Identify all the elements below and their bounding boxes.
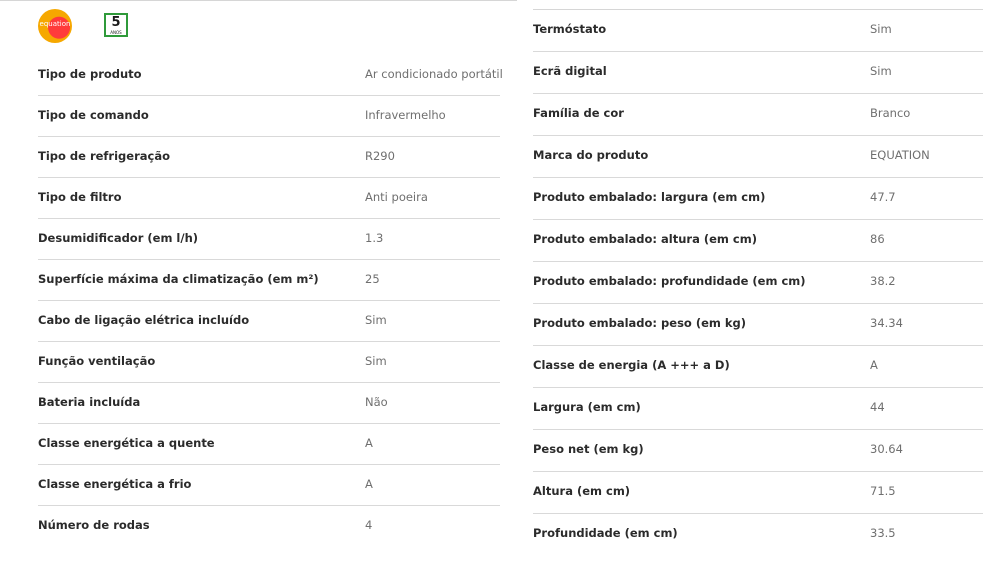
spec-value: Sim xyxy=(870,64,892,78)
spec-label: Tipo de refrigeração xyxy=(38,149,170,163)
spec-value: A xyxy=(365,436,373,450)
spec-label: Peso net (em kg) xyxy=(533,442,644,456)
spec-label: Classe energética a quente xyxy=(38,436,215,450)
spec-label: Ecrã digital xyxy=(533,64,607,78)
spec-value: 38.2 xyxy=(870,274,896,288)
spec-label: Profundidade (em cm) xyxy=(533,526,678,540)
spec-value: 44 xyxy=(870,400,885,414)
spec-value: Anti poeira xyxy=(365,190,428,204)
table-row xyxy=(38,382,500,424)
table-row xyxy=(533,304,983,346)
warranty-label: ANOS xyxy=(110,30,122,35)
table-row xyxy=(38,136,500,178)
table-row xyxy=(533,10,983,52)
spec-value: 34.34 xyxy=(870,316,903,330)
table-row xyxy=(38,177,500,219)
table-row xyxy=(38,259,500,301)
table-row xyxy=(38,218,500,260)
table-row xyxy=(533,262,983,304)
spec-label: Cabo de ligação elétrica incluído xyxy=(38,313,250,327)
spec-label: Largura (em cm) xyxy=(533,400,641,414)
spec-value: 1.3 xyxy=(365,231,384,245)
spec-label: Superfície máxima da climatização (em m²) xyxy=(38,272,319,286)
spec-value: EQUATION xyxy=(870,148,930,162)
spec-value: R290 xyxy=(365,149,395,163)
table-row xyxy=(533,472,983,514)
spec-label: Função ventilação xyxy=(38,354,156,368)
spec-label: Termóstato xyxy=(533,22,607,36)
table-row xyxy=(533,514,983,555)
spec-label: Tipo de filtro xyxy=(38,190,122,204)
spec-label: Tipo de produto xyxy=(38,67,142,81)
spec-label: Bateria incluída xyxy=(38,395,141,409)
spec-label: Desumidificador (em l/h) xyxy=(38,231,199,245)
table-row xyxy=(533,94,983,136)
table-row xyxy=(38,464,500,506)
spec-value: A xyxy=(365,477,373,491)
table-row xyxy=(38,423,500,465)
spec-value: Não xyxy=(365,395,388,409)
spec-value: 86 xyxy=(870,232,885,246)
spec-value: 25 xyxy=(365,272,380,286)
table-row xyxy=(533,388,983,430)
spec-value: Sim xyxy=(365,313,387,327)
spec-label: Número de rodas xyxy=(38,518,150,532)
table-row xyxy=(38,341,500,383)
spec-value: Infravermelho xyxy=(365,108,446,122)
equation-logo xyxy=(38,9,72,43)
spec-value: 4 xyxy=(365,518,373,532)
table-row xyxy=(533,52,983,94)
top-divider-left xyxy=(0,0,517,1)
spec-value: Branco xyxy=(870,106,911,120)
spec-label: Marca do produto xyxy=(533,148,649,162)
spec-value: 30.64 xyxy=(870,442,903,456)
table-row xyxy=(533,346,983,388)
table-row xyxy=(38,300,500,342)
spec-label: Tipo de comando xyxy=(38,108,149,122)
table-row xyxy=(533,430,983,472)
spec-label: Classe de energia (A +++ a D) xyxy=(533,358,730,372)
spec-label: Produto embalado: peso (em kg) xyxy=(533,316,746,330)
table-row xyxy=(533,178,983,220)
spec-label: Produto embalado: altura (em cm) xyxy=(533,232,757,246)
table-row xyxy=(38,54,503,96)
table-row xyxy=(38,95,500,137)
table-row xyxy=(38,505,500,546)
spec-value: 33.5 xyxy=(870,526,896,540)
spec-value: 47.7 xyxy=(870,190,896,204)
spec-value: Ar condicionado portátil xyxy=(365,67,503,81)
table-row xyxy=(533,220,983,262)
spec-label: Produto embalado: profundidade (em cm) xyxy=(533,274,806,288)
warranty-5-years-badge xyxy=(104,13,128,37)
spec-value: Sim xyxy=(870,22,892,36)
spec-label: Produto embalado: largura (em cm) xyxy=(533,190,766,204)
spec-value: Sim xyxy=(365,354,387,368)
spec-label: Família de cor xyxy=(533,106,624,120)
table-row xyxy=(533,136,983,178)
logo-text: equation xyxy=(39,20,71,28)
spec-value: A xyxy=(870,358,878,372)
warranty-number: 5 xyxy=(111,15,121,30)
spec-value: 71.5 xyxy=(870,484,896,498)
spec-label: Altura (em cm) xyxy=(533,484,631,498)
spec-label: Classe energética a frio xyxy=(38,477,192,491)
